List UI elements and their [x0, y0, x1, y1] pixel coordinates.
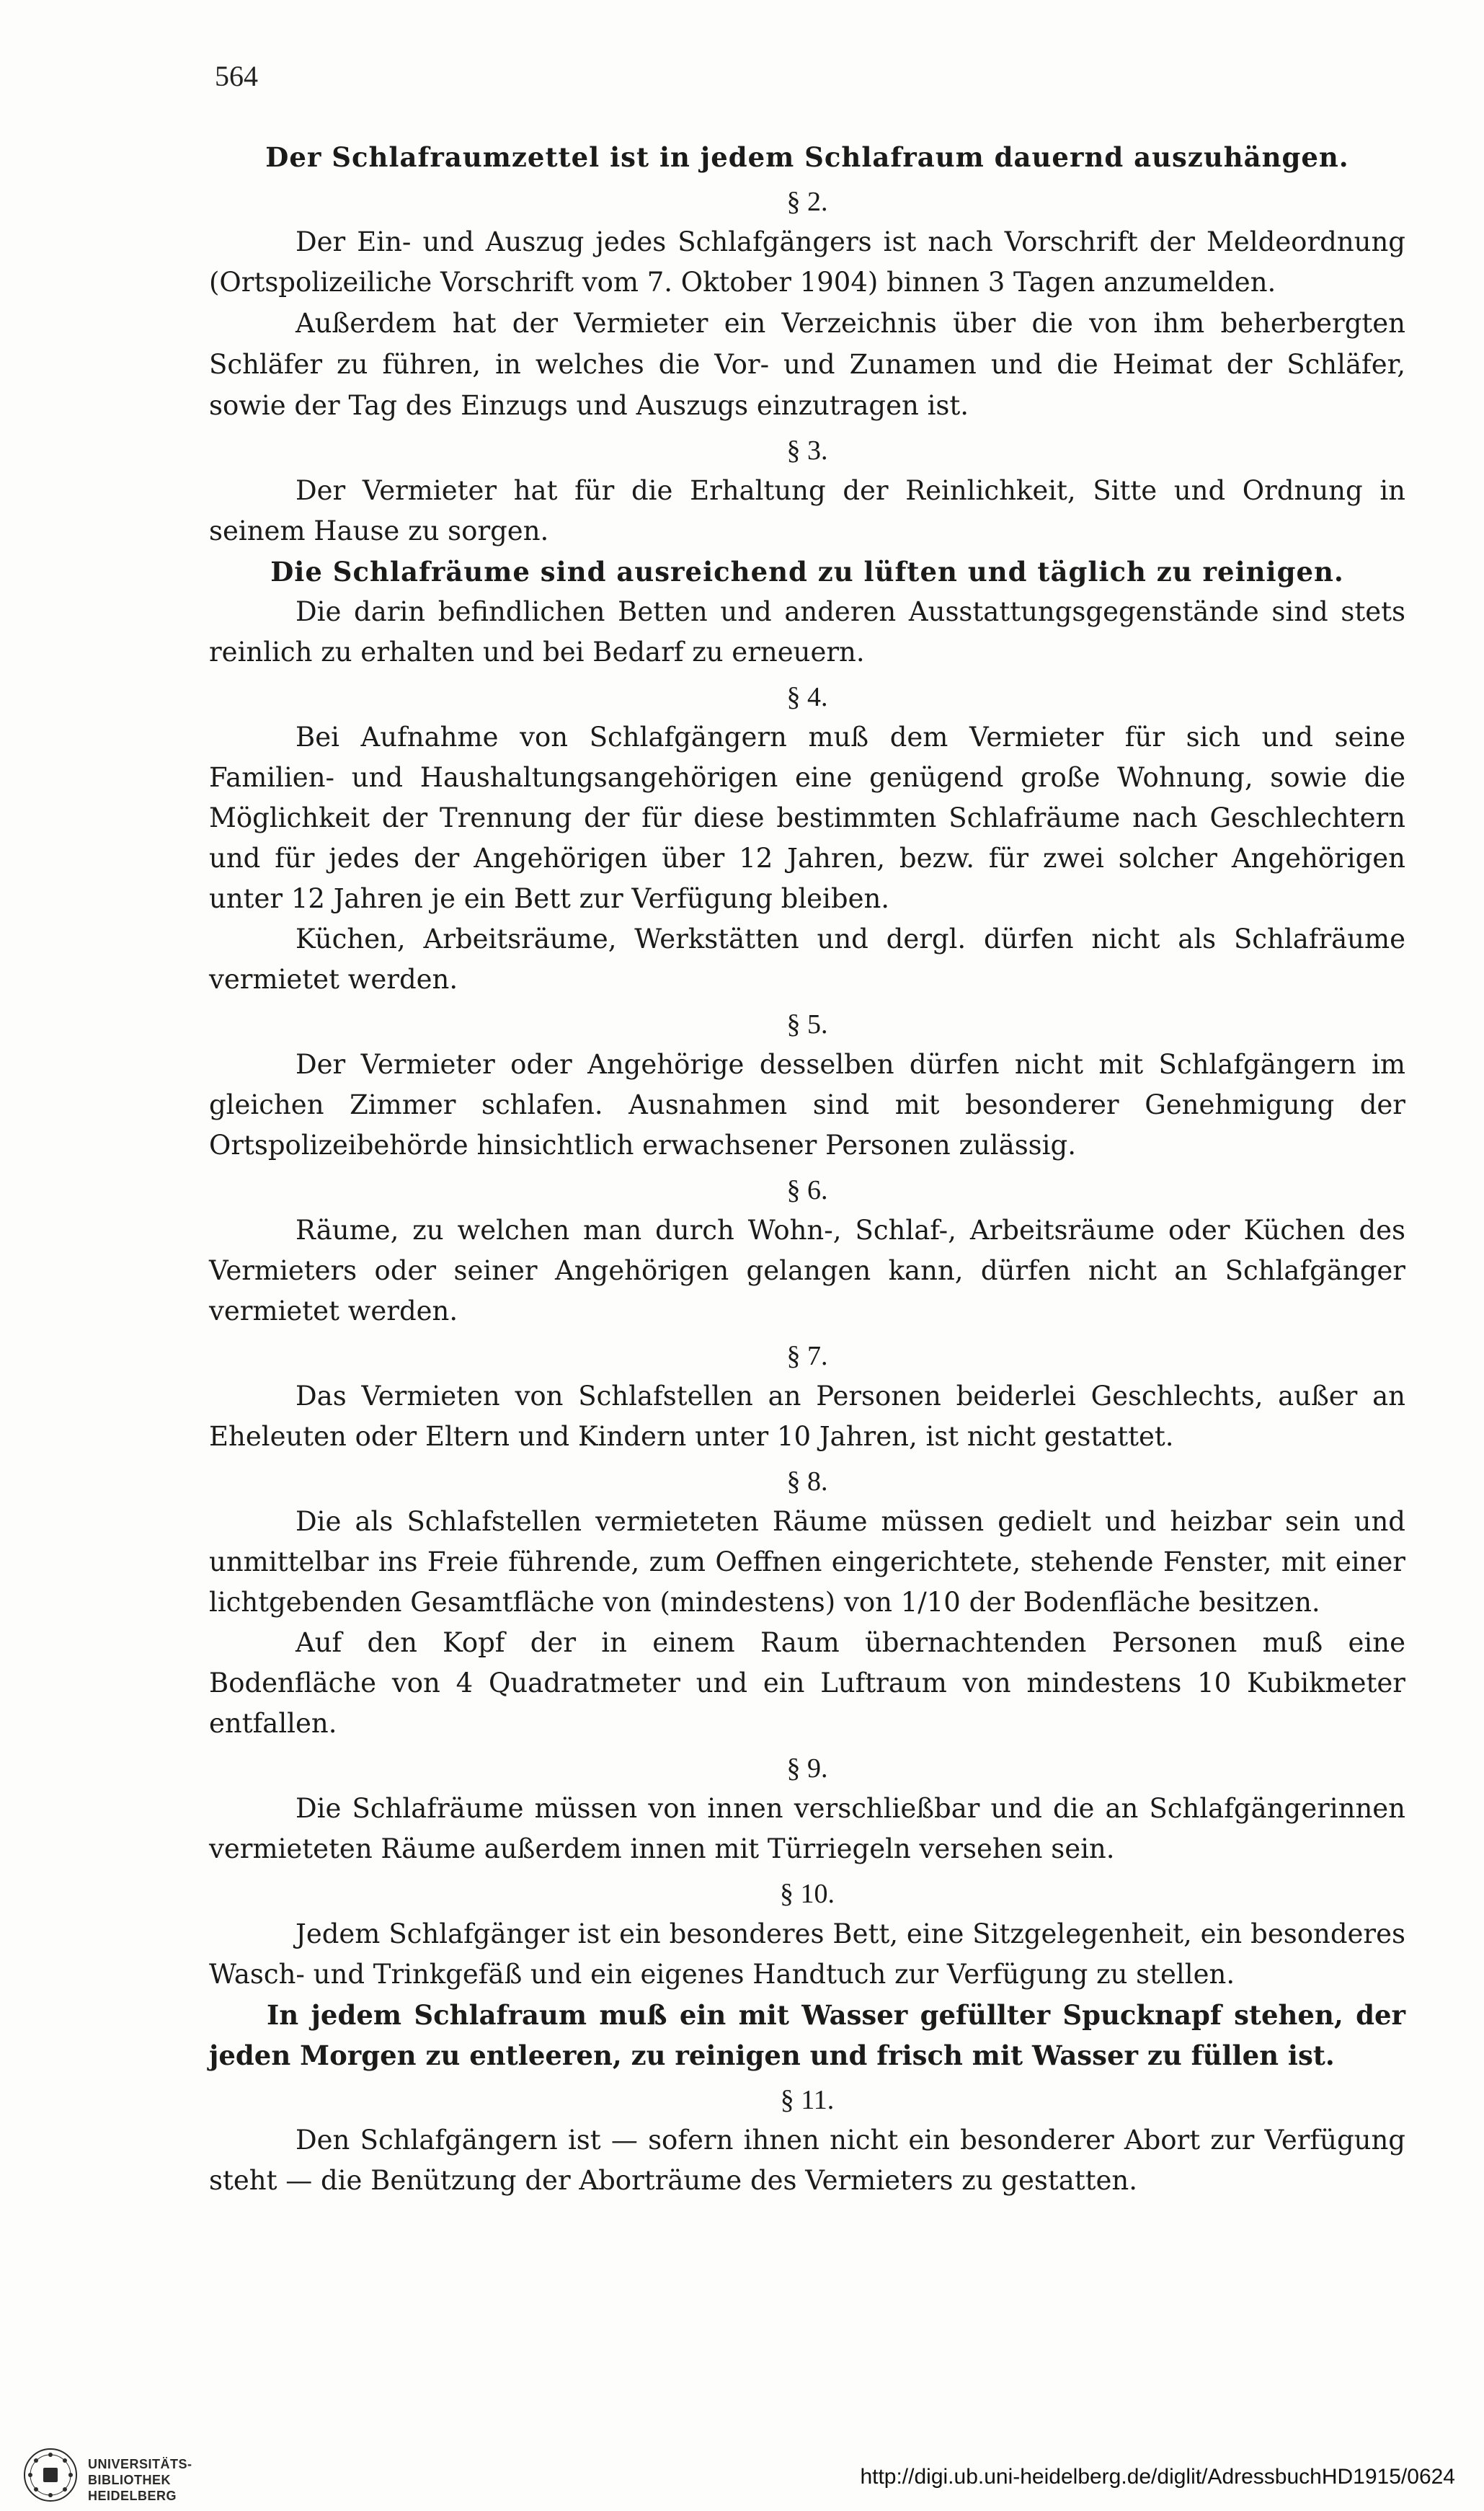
paragraph: Der Vermieter oder Angehörige desselben dürfen nicht mit Schlafgängern im gleichen Zimmer schlafen. Ausnahmen sind mit besonderer Genehmigung der Ortspolizeibehörde hinsichtlich erwachsener Personen zulässig. [209, 1049, 1405, 1161]
bold-rule: In jedem Schlafraum muß ein mit Wasser gefüllter Spucknapf stehen, der jeden Morgen zu entleeren, zu reinigen und frisch mit Wasser zu füllen ist. [209, 1999, 1405, 2071]
section-heading: § 11. [780, 2085, 835, 2115]
paragraph: Das Vermieten von Schlafstellen an Personen beiderlei Geschlechts, außer an Eheleuten oder Eltern und Kindern unter 10 Jahren, ist nicht gestattet. [209, 1381, 1405, 1452]
section-heading: § 7. [786, 1341, 828, 1371]
section-heading: § 2. [786, 187, 828, 217]
paragraph: Die darin befindlichen Betten und anderen Ausstattungsgegenstände sind stets reinlich zu erhalten und bei Bedarf zu erneuern. [209, 596, 1405, 668]
page-number: 564 [215, 60, 258, 92]
paragraph-text: Außerdem hat der Vermieter ein Verzeichnis über die von ihm beherbergten Schläfer zu führen, in welches die Vor- und Zunamen und die Heimat der Schläfer, sowie der Tag des Einzugs und Auszugs einzutragen ist. [209, 308, 1405, 421]
library-name-line: HEIDELBERG [88, 2489, 177, 2503]
paragraph: Der Ein- und Auszug jedes Schlafgängers ist nach Vorschrift der Meldeordnung (Ortspolizeiliche Vorschrift vom 7. Oktober 1904) binnen 3 Tagen anzumelden. [209, 226, 1405, 298]
paragraph: Die als Schlafstellen vermieteten Räume müssen gedielt und heizbar sein und unmittelbar ins Freie führende, zum Oeffnen eingerichtete, stehende Fenster, mit einer lichtgebenden Gesamtfläche von (mindestens) von 1/10 der Bodenfläche besitzen. [209, 1506, 1405, 1618]
document-body [209, 137, 1405, 2201]
library-name [88, 2456, 192, 2504]
paragraph [209, 303, 1405, 426]
library-name-line: BIBLIOTHEK [88, 2473, 171, 2487]
paragraph: Der Vermieter hat für die Erhaltung der Reinlichkeit, Sitte und Ordnung in seinem Hause zu sorgen. [209, 475, 1405, 546]
paragraph: Den Schlafgängern ist — sofern ihnen nicht ein besonderer Abort zur Verfügung steht — die Benützung der Aborträume des Vermieters zu gestatten. [209, 2125, 1405, 2196]
section-heading: § 6. [786, 1175, 828, 1205]
section-heading: § 3. [786, 435, 828, 466]
section-heading: § 9. [786, 1753, 828, 1784]
paragraph: Die Schlafräume müssen von innen verschließbar und die an Schlafgängerinnen vermieteten Räume außerdem innen mit Türriegeln versehen sein. [209, 1793, 1405, 1864]
section-heading: § 8. [786, 1466, 828, 1497]
paragraph: Räume, zu welchen man durch Wohn-, Schlaf-, Arbeitsräume oder Küchen des Vermieters oder seiner Angehörigen gelangen kann, dürfen nicht an Schlafgänger vermietet werden. [209, 1215, 1405, 1327]
paragraph: Auf den Kopf der in einem Raum übernachtenden Personen muß eine Bodenfläche von 4 Quadratmeter und ein Luftraum von mindestens 10 Kubikmeter entfallen. [209, 1627, 1405, 1739]
section-heading: § 10. [780, 1879, 835, 1909]
paragraph: Jedem Schlafgänger ist ein besonderes Bett, eine Sitzgelegenheit, ein besonderes Wasch- und Trinkgefäß und ein eigenes Handtuch zur Verfügung zu stellen. [209, 1918, 1405, 1990]
university-seal-icon [22, 2446, 79, 2504]
paragraph: Bei Aufnahme von Schlafgängern muß dem Vermieter für sich und seine Familien- und Haushaltungsangehörigen eine genügend große Wohnung, sowie die Möglichkeit der Trennung der für diese bestimmten Schlafräume nach Geschlechtern und für jedes der Angehörigen über 12 Jahren, bezw. für zwei solcher Angehörigen unter 12 Jahren je ein Bett zur Verfügung bleiben. [209, 722, 1405, 914]
library-name-line: UNIVERSITÄTS- [88, 2457, 192, 2471]
section-heading: § 5. [786, 1009, 828, 1040]
header-notice: Der Schlafraumzettel ist in jedem Schlafraum dauernd auszuhängen. [265, 141, 1349, 173]
source-url-link[interactable]: http://digi.ub.uni-heidelberg.de/diglit/AdressbuchHD1915/0624 [860, 2465, 1455, 2489]
footer-bar [0, 2440, 1484, 2511]
paragraph: Küchen, Arbeitsräume, Werkstätten und dergl. dürfen nicht als Schlafräume vermietet werden. [209, 924, 1405, 995]
section-heading: § 4. [786, 682, 828, 712]
bold-rule: Die Schlafräume sind ausreichend zu lüften und täglich zu reinigen. [270, 556, 1344, 588]
